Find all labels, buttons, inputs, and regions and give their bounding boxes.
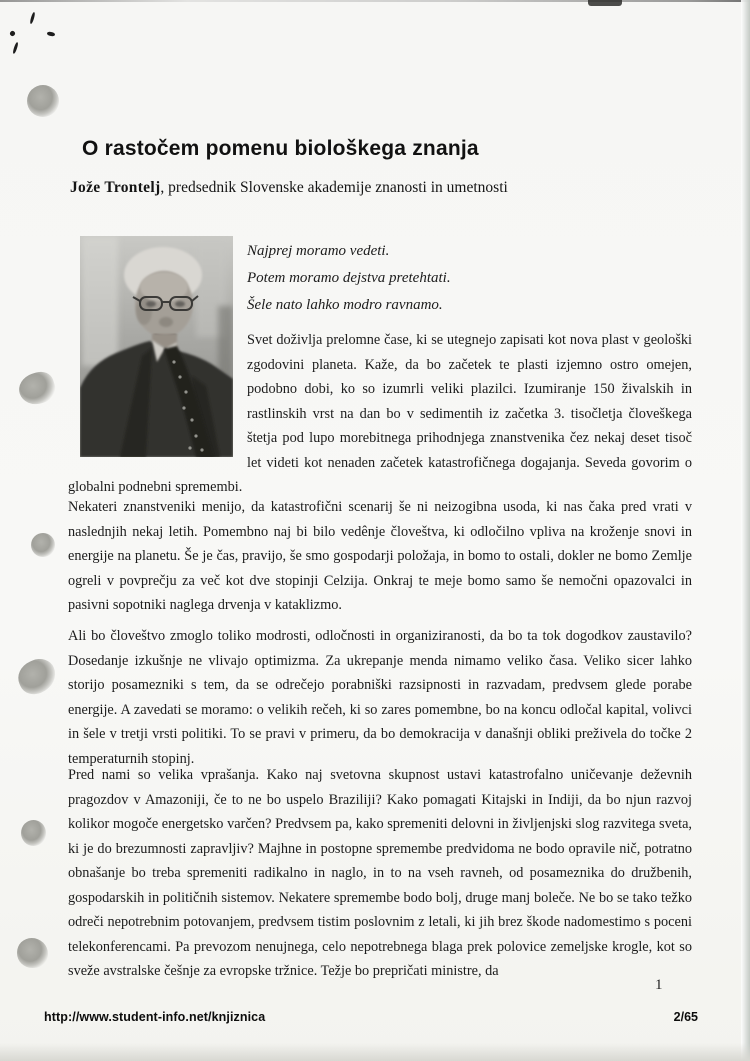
binder-dot bbox=[15, 368, 59, 409]
paragraph-1: Svet doživlja prelomne čase, ki se utegnejo zapisati kot nova plast v geološki zgodovini planeta. Kaže, da bo začetek te plasti izjemno ostro omejen, podobno dobi, ko so izumrli veliki plazilci. Izumiranje 150 živalskih in rastlinskih vrst na dan bo v sedimentih iz začetka 3. tisočletja človeškega štetja pod lupo morebitnega prihodnjega znanstvenika čez nekaj deset tisoč let videti kot nenaden začetek katastrofičnega dogajanja. Seveda govorim o globalni podnebni spremembi. bbox=[68, 332, 692, 495]
binder-dot bbox=[21, 820, 46, 846]
paragraph-2: Nekateri znanstveniki menijo, da katastrofični scenarij še ni neizogibna usoda, ki nas čaka pred vrati v naslednjih nekaj letih. Pomembno naj bi bilo vedênje človeštva, ki odločilno vpliva na kroženje snovi in energije na planetu. Še je čas, pravijo, še smo gospodarji položaja, in bomo to ostali, dokler ne bomo Zemlje ogreli v povprečju za več kot dve stopinji Celzija. Onkraj te meje bomo samo še nemočni opazovalci in pasivni sopotniki naglega drvenja v kataklizmo. bbox=[68, 499, 692, 613]
paragraph-4: Pred nami so velika vprašanja. Kako naj svetovna skupnost ustavi katastrofalno uničevanje deževnih pragozdov v Amazoniji, če to ne bo uspelo Braziliji? Kako pomagati Kitajski in Indiji, da bo njun razvoj kolikor mogoče energetsko varčen? Predvsem pa, kako spremeniti delovni in življenjski slog razvitega sveta, ki je do brezumnosti zapravljiv? Majhne in postopne spremembe predvidoma ne bodo opravile nič, potratno obnašanje bo treba spremeniti radikalno in naglo, in to na vseh ravneh, od posameznika do družbenih, gospodarskih in političnih sistemov. Nekatere spremembe bodo bolj, druge manj boleče. Ne bo se tako težko odreči nepotrebnim potovanjem, predvsem tistim poslovnim z letali, ki jih brez škode nadomestimo s poceni telekonferencami. Pa prevozom nenujnega, celo nepotrebnega blaga prek polovice zemeljske krogle, kot so sveže avstralske češnje za evropske tržnice. Težje bo prepričati ministre, da bbox=[68, 767, 692, 979]
motto-line: Potem moramo dejstva pretehtati. bbox=[247, 270, 451, 286]
scan-top-artifact bbox=[588, 0, 622, 6]
scan-top-edge-line bbox=[0, 0, 750, 2]
ink-mark bbox=[12, 42, 19, 54]
paragraph-3: Ali bo človeštvo zmoglo toliko modrosti, odločnosti in organiziranosti, da bo ta tok dogodkov zaustavilo? Dosedanje izkušnje ne vlivajo optimizma. Za ukrepanje menda nimamo veliko časa. Veliko sicer lahko storijo posamezniki s tem, da se odrečejo porabniški razsipnosti in razvadam, predvsem glede porabe energije. A zavedati se moramo: o velikih rečeh, ki so zares pomembne, bo na koncu odločal kapital, volivci in šele v tretji vrsti politiki. To se pravi v primeru, da bo demokracija v današnji obliki preživela do točke 2 temperaturnih stopinj. bbox=[68, 628, 692, 767]
portrait-photo-graphic bbox=[80, 236, 233, 457]
ink-mark bbox=[47, 31, 56, 37]
footer-page-indicator: 2/65 bbox=[673, 1010, 698, 1024]
motto-line: Najprej moramo vedeti. bbox=[247, 243, 390, 259]
intro-section bbox=[68, 233, 692, 500]
binder-dot bbox=[13, 654, 61, 700]
ink-mark bbox=[9, 30, 16, 37]
portrait-photo bbox=[80, 236, 233, 457]
footer-url: http://www.student-info.net/knjiznica bbox=[44, 1010, 266, 1024]
ink-mark bbox=[29, 12, 35, 24]
page-number: 1 bbox=[655, 977, 663, 993]
motto-line: Šele nato lahko modro ravnamo. bbox=[247, 297, 443, 313]
author-line bbox=[70, 179, 508, 197]
binder-dot bbox=[31, 533, 55, 557]
scan-right-edge-shadow bbox=[741, 0, 750, 1061]
author-role: , predsednik Slovenske akademije znanosti in umetnosti bbox=[160, 179, 508, 196]
binder-dot bbox=[27, 85, 59, 117]
document-body bbox=[68, 233, 692, 979]
author-name: Jože Trontelj bbox=[70, 179, 161, 196]
page-title: O rastočem pomenu biološkega znanja bbox=[82, 137, 479, 160]
scan-bottom-shadow bbox=[0, 1043, 750, 1061]
binder-dot bbox=[17, 938, 48, 968]
